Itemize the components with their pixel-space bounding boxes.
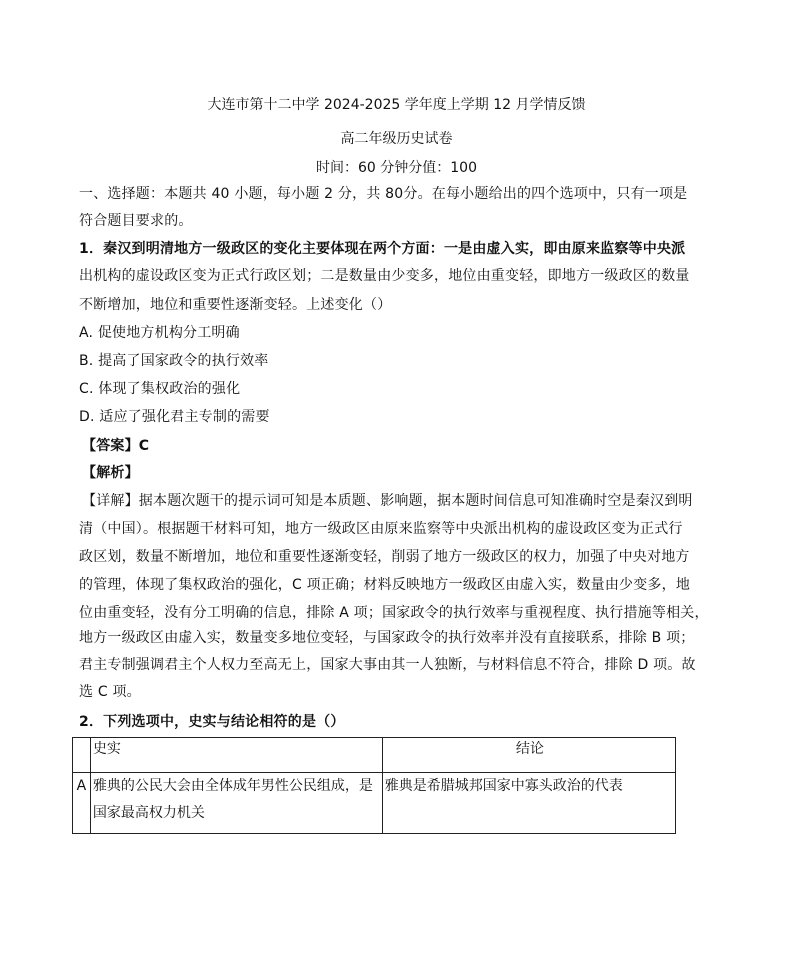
table-cell-line: 国家最高权力机关 <box>92 805 205 821</box>
q1-answer: 【答案】C <box>82 438 150 454</box>
q1-analysis-line: 【详解】据本题次题干的提示词可知是本质题、影响题，据本题时间信息可知准确时空是秦汉到明 <box>82 493 693 509</box>
table-row <box>73 773 676 834</box>
q1-stem-line: 出机构的虚设政区变为正式行政区划；二是数量由少变多，地位由重变轻，即地方一级政区的数量 <box>79 268 690 284</box>
section-heading: 一、选择题：本题共 40 小题，每小题 2 分，共 80分。在每小题给出的四个选项中，只有一项是 <box>79 186 688 202</box>
q1-analysis-label: 【解析】 <box>82 465 139 481</box>
q1-analysis-line: 位由重变轻，没有分工明确的信息，排除 A 项；国家政令的执行效率与重视程度、执行措施等相关， <box>79 605 709 621</box>
section-heading-cont: 符合题目要求的。 <box>79 213 193 229</box>
table-header-cell: 史实 <box>90 738 382 773</box>
q1-option-b: B. 提高了国家政令的执行效率 <box>79 353 269 369</box>
q1-analysis-line: 选 C 项。 <box>79 684 141 700</box>
q1-analysis-line: 的管理，体现了集权政治的强化，C 项正确；材料反映地方一级政区由虚入实，数量由少变多，地 <box>79 577 691 593</box>
table-cell-fact <box>90 773 382 834</box>
table-header-cell: 结论 <box>382 738 675 773</box>
document-title: 大连市第十二中学 2024-2025 学年度上学期 12 月学情反馈 <box>207 97 586 113</box>
q1-option-d: D. 适应了强化君主专制的需要 <box>79 409 270 425</box>
q1-analysis-line: 清（中国）。根据题干材料可知，地方一级政区由原来监察等中央派出机构的虚设政区变为正式行 <box>79 521 683 537</box>
q2-table <box>72 737 676 834</box>
q1-analysis-line: 地方一级政区由虚入实，数量变多地位变轻，与国家政令的执行效率并没有直接联系，排除 B 项； <box>79 630 695 646</box>
q2-stem: 2．下列选项中，史实与结论相符的是（） <box>79 714 345 730</box>
q1-stem-line: 1．秦汉到明清地方一级政区的变化主要体现在两个方面：一是由虚入实，即由原来监察等中央派 <box>79 241 686 257</box>
q1-option-a: A. 促使地方机构分工明确 <box>79 325 240 341</box>
table-row-label: A <box>73 773 91 834</box>
table-header-cell <box>73 738 91 773</box>
table-cell-line: 雅典的公民大会由全体成年男性公民组成，是 <box>92 778 373 794</box>
table-header-row <box>73 738 676 773</box>
q1-stem-line: 不断增加，地位和重要性逐渐变轻。上述变化（） <box>79 297 392 313</box>
q1-option-c: C. 体现了集权政治的强化 <box>79 381 241 397</box>
table-cell-conclusion: 雅典是希腊城邦国家中寡头政治的代表 <box>382 773 675 834</box>
q1-analysis-line: 君主专制强调君主个人权力至高无上，国家大事由其一人独断，与材料信息不符合，排除 D 项。故 <box>79 657 696 673</box>
document-subtitle: 高二年级历史试卷 <box>340 131 453 147</box>
exam-meta: 时间：60 分钟分值：100 <box>316 160 477 176</box>
q1-analysis-line: 政区划，数量不断增加，地位和重要性逐渐变轻，削弱了地方一级政区的权力，加强了中央对地方 <box>79 549 690 565</box>
